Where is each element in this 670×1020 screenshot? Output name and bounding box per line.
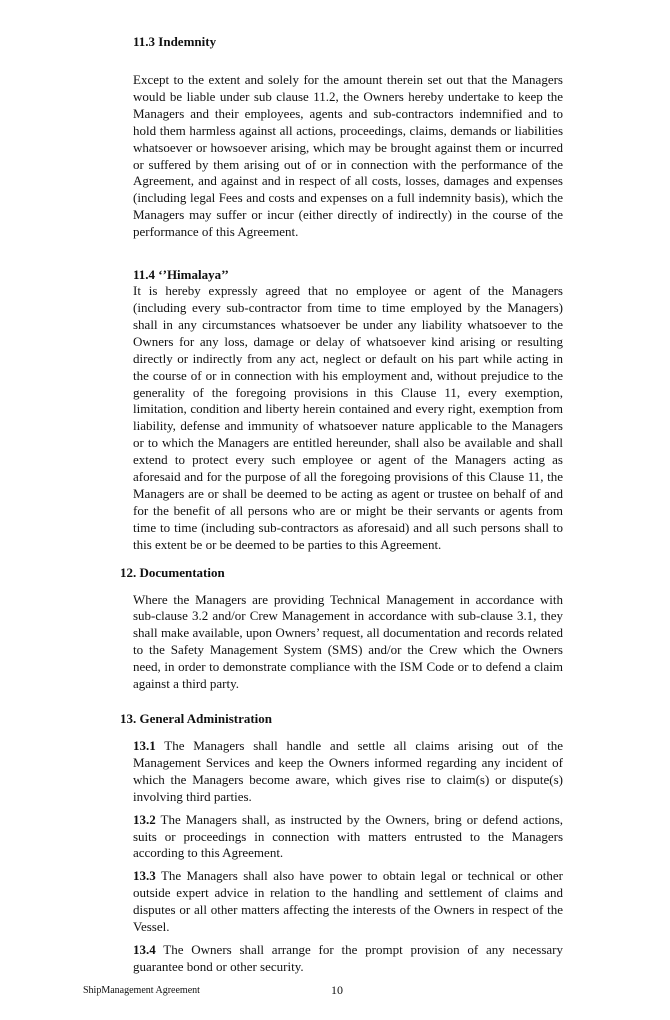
clause-text: The Managers shall also have power to obtain legal or technical or other outside expert advice in relation to the handling and settlement of claims and disputes or all other matters affecting the interests of the Owners in respect of the Vessel. (133, 868, 563, 935)
paragraph-12 (133, 592, 563, 693)
paragraph-text: Where the Managers are providing Technical Management in accordance with sub-clause 3.2 and/or Crew Management in accordance with sub-clause 3.1, they shall make available, upon Owners’ request, all documentation and records related to the Safety Management System (SMS) and/or the Crew which the Owners need, in order to demonstrate compliance with the ISM Code or to defend a claim against a third party. (133, 591, 563, 692)
clause-number: 13.4 (133, 941, 156, 957)
clause-text: The Owners shall arrange for the prompt provision of any necessary guarantee bond or other security. (133, 941, 564, 974)
heading-12: 12. Documentation (120, 564, 225, 580)
clause-number: 13.3 (133, 868, 156, 884)
clause-13-4 (133, 942, 563, 976)
heading-11-4: 11.4 ‘’Himalaya’’ (133, 267, 229, 283)
page-footer (0, 982, 670, 1000)
paragraph-text: Except to the extent and solely for the amount therein set out that the Managers would be liable under sub clause 11.2, the Owners hereby undertake to keep the Managers and their employees, agents and sub-contractors indemnified and to hold them harmless against all actions, proceedings, claims, demands or liabilities whatsoever or howsoever arising, which may be brought against them or incurred or suffered by them arising out of or in connection with the performance of the Agreement, and against and in respect of all costs, losses, damages and expenses (including legal Fees and costs and expenses on a full indemnity basis), which the Managers may suffer or incur (either directly of indirectly) in the course of the performance of this Agreement. (133, 72, 563, 240)
clause-13-2 (133, 812, 563, 863)
paragraph-text: It is hereby expressly agreed that no employee or agent of the Managers (including every sub-contractor from time to time employed by the Managers) shall in any circumstances whatsoever be under any liability whatsoever to the Owners for any loss, damage or delay of whatsoever kind arising or resulting directly or indirectly from any act, neglect or default on his part while acting in the course of or in connection with his employment and, without prejudice to the generality of the foregoing provisions in this Clause 11, every exemption, limitation, condition and liberty herein contained and every right, exemption from liability, defense and immunity of whatsoever nature applicable to the Managers or to which the Managers are entitled hereunder, shall also be available and shall extend to protect every such employee or agent of the Managers acting as aforesaid and for the purpose of all the foregoing provisions of this Clause 11, the Managers are or shall be deemed to be acting as agent or trustee on behalf of and for the benefit of all persons who are or might be their servants or agents from time to time (including sub-contractors as aforesaid) and all such persons shall to this extent be or be deemed to be parties to this Agreement. (133, 283, 563, 552)
page-number: 10 (331, 982, 343, 997)
heading-11-3: 11.3 Indemnity (133, 34, 217, 49)
heading-13: 13. General Administration (120, 711, 273, 726)
paragraph-11-3 (133, 72, 563, 241)
paragraph-11-4 (133, 283, 563, 554)
footer-title: ShipManagement Agreement (83, 984, 200, 996)
clause-text: The Managers shall, as instructed by the Owners, bring or defend actions, suits or proceedings in connection with matters entrusted to the Managers according to this Agreement. (133, 811, 564, 861)
clause-text: The Managers shall handle and settle all claims arising out of the Management Services and keep the Owners informed regarding any incident of which the Managers become aware, which gives rise to claim(s) or dispute(s) involving third parties. (133, 738, 563, 804)
clause-13-1 (133, 738, 563, 806)
clause-number: 13.2 (133, 811, 156, 827)
clause-13-3 (133, 868, 563, 936)
clause-number: 13.1 (133, 738, 156, 753)
